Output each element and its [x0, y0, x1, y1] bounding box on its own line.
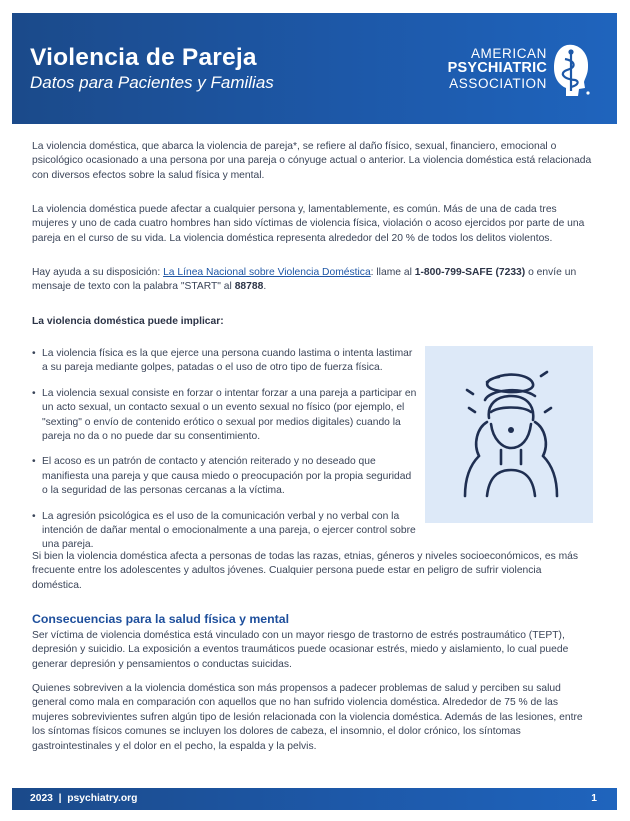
intro-paragraph: La violencia doméstica, que abarca la violencia de pareja*, se refiere al daño físico, sexual, financiero, emocional o psicológico ocasionado a una persona por una pareja o cónyuge actual o anterior. La violencia doméstica está relacionada con diversos efectos sobre la salud física y mental.: [32, 141, 592, 181]
hotline-link[interactable]: La Línea Nacional sobre Violencia Doméstica: [163, 267, 371, 278]
demographics-paragraph: Si bien la violencia doméstica afecta a personas de todas las razas, etnias, géneros y niveles socioeconómicos, es más frecuente entre los adolescentes y adultos jóvenes. Cualquier persona puede estar en peligro de sufrir violencia doméstica.: [32, 551, 579, 591]
logo-line-psychiatric: PSYCHIATRIC: [447, 60, 547, 76]
page-title: Violencia de Pareja: [30, 44, 257, 71]
help-text-mid2: o envíe un mensaje de texto con la palabra "START" al: [32, 267, 577, 293]
physical-health-paragraph: Quienes sobreviven a la violencia doméstica son más propensos a padecer problemas de salud y perciben su salud general como mala en comparación con aquellos que no han sufrido violencia doméstica. Alrededor de 75 % de las mujeres sobrevivientes sufren algún tipo de lesión relacionada con la violencia doméstica. Además de las lesiones, entre los síntomas físicos comunes se incluyen los dolores de cabeza, el insomnio, el dolor crónico, los síntomas gastrointestinales y el dolor en el pecho, la espalda y la pelvis.: [32, 683, 583, 752]
section-title-health: Consecuencias para la salud física y mental: [32, 612, 289, 627]
list-item: • La violencia sexual consiste en forzar o intentar forzar a una pareja a participar en un acto sexual, un contacto sexual o un evento sexual no físico (por ejemplo, el "sexting" o envío de contenido erótico o sexual por medios digitales) cuando la pareja no da o no puede dar su consentimiento.: [32, 387, 417, 445]
page-subtitle: Datos para Pacientes y Familias: [30, 73, 274, 92]
help-text-mid1: : llame al: [370, 267, 415, 278]
document-header: [12, 13, 617, 124]
help-text-end: .: [263, 281, 267, 293]
text-code: 88788: [234, 281, 264, 293]
logo-line-american: AMERICAN: [470, 46, 547, 61]
list-item: • La violencia física es la que ejerce una persona cuando lastima o intenta lastimar a su pareja mediante golpes, patadas o el uso de otro tipo de fuerza física.: [32, 347, 417, 376]
apa-head-caduceus-icon: [549, 41, 591, 101]
hotline-phone: 1-800-799-SAFE (7233): [414, 267, 526, 278]
list-item: • La agresión psicológica es el uso de la comunicación verbal y no verbal con la intención de dañar mental o emocionalmente a una pareja, o ejercer control sobre una pareja.: [32, 510, 417, 553]
prevalence-paragraph: La violencia doméstica puede afectar a cualquier persona y, lamentablemente, es común. Más de una de cada tres mujeres y uno de cada cuatro hombres han sido víctimas de violencia física, violación o acoso ejercidos por parte de una pareja en el curso de su vida. La violencia doméstica representa alrededor del 20 % de todos los delitos violentos.: [32, 204, 585, 244]
logo-line-association: ASSOCIATION: [449, 76, 547, 91]
distressed-person-icon: [425, 346, 593, 523]
apa-logo-wordmark: [448, 46, 547, 91]
help-text-pre: Hay ayuda a su disposición:: [32, 267, 164, 278]
document-footer: [12, 788, 617, 810]
illustration-panel: [425, 346, 593, 523]
list-item: • El acoso es un patrón de contacto y atención reiterado y no deseado que manifiesta una pareja y que causa miedo o preocupación por la propia seguridad o la seguridad de las personas cercanas a la víctima.: [32, 455, 417, 498]
page-number: 1: [591, 793, 597, 804]
help-paragraph: [32, 266, 592, 295]
mental-health-paragraph: Ser víctima de violencia doméstica está vinculado con un mayor riesgo de trastorno de estrés postraumático (TEPT), depresión y suicidio. La exposición a eventos traumáticos puede ocasionar estrés, miedo y aislamiento, lo cual puede generar depresión y pensamientos o conductas suicidas.: [32, 630, 569, 670]
footer-year-site: 2023 | psychiatry.org: [30, 793, 138, 804]
implies-heading: La violencia doméstica puede implicar:: [32, 316, 224, 327]
violence-types-list: [32, 347, 417, 564]
